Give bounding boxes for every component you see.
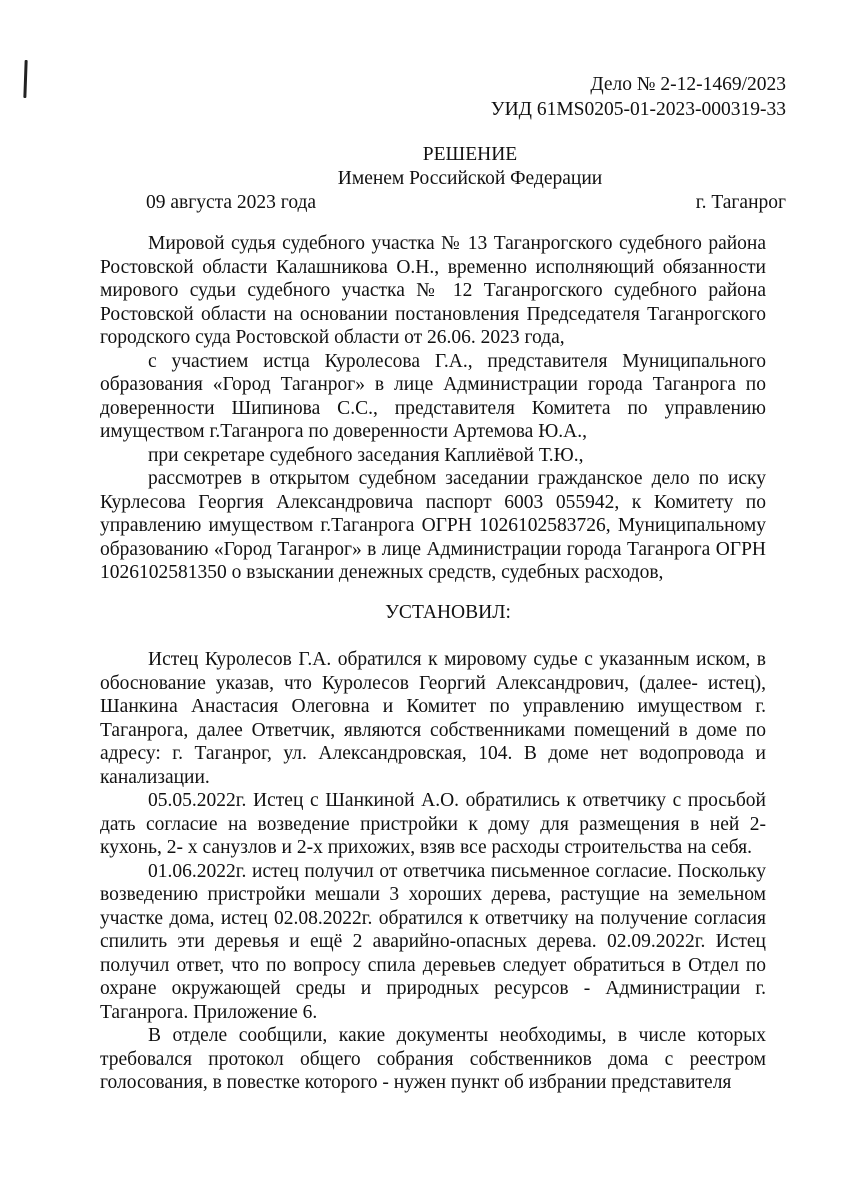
intro-paragraph: с участием истца Куролесова Г.А., представителя Муниципального образования «Город Таганрог» в лице Администрации города Таганрога по доверенности Шипинова С.С., представителя Комитета по управлению имуществом г.Таганрога по доверенности Артемова Ю.А., [100, 350, 766, 442]
body-paragraph: 05.05.2022г. Истец с Шанкиной А.О. обратились к ответчику с просьбой дать согласие на возведение пристройки к дому для размещения в ней 2-кухонь, 2- х санузлов и 2-х прихожих, взяв все расходы строительства на себя. [100, 790, 766, 858]
intro-paragraph: при секретаре судебного заседания Каплиёвой Т.Ю., [148, 444, 584, 466]
decision-date: 09 августа 2023 года [146, 192, 317, 213]
case-uid: УИД 61MS0205-01-2023-000319-33 [490, 99, 786, 120]
decision-city: г. Таганрог [695, 192, 786, 213]
body-paragraph: 01.06.2022г. истец получил от ответчика письменное согласие. Поскольку возведению пристройки мешали 3 хороших дерева, растущие на земельном участке дома, истец 02.08.2022г. обратился к ответчику на получение согласия спилить эти деревья и ещё 2 аварийно-опасных дерева. 02.09.2022г. Истец получил ответ, что по вопросу спила деревьев следует обратиться в Отдел по охране окружающей среды и природных ресурсов - Администрации г. Таганрога. Приложение 6. [100, 860, 766, 1023]
intro-section [100, 232, 766, 585]
case-number: Дело № 2-12-1469/2023 [590, 74, 786, 95]
body-paragraph: В отделе сообщили, какие документы необходимы, в числе которых требовался протокол общего собрания собственников дома с реестром голосования, в повестке которого - нужен пункт об избрании представителя [100, 1025, 766, 1093]
body-paragraph: Истец Куролесов Г.А. обратился к мировому судье с указанным иском, в обоснование указав, что Куролесов Георгий Александрович, (далее- истец), Шанкина Анастасия Олеговна и Комитет по управлению имуществом г. Таганрога, далее Ответчик, являются собственниками помещений в доме по адресу: г. Таганрог, ул. Александровская, 104. В доме нет водопровода и канализации. [100, 649, 766, 788]
intro-paragraph: Мировой судья судебного участка № 13 Таганрогского судебного района Ростовской области Калашникова О.Н., временно исполняющий обязанности мирового судьи судебного участка № 12 Таганрогского судебного района Ростовской области на основании постановления Председателя Таганрогского городского суда Ростовской области от 26.06. 2023 года, [100, 233, 766, 348]
intro-paragraph: рассмотрев в открытом судебном заседании гражданское дело по иску Курлесова Георгия Александровича паспорт 6003 055942, к Комитету по управлению имуществом г.Таганрога ОГРН 1026102583726, Муниципальному образованию «Город Таганрог» в лице Администрации города Таганрога ОГРН 1026102581350 о взыскании денежных средств, судебных расходов, [100, 468, 766, 583]
document-title: РЕШЕНИЕ [422, 144, 518, 165]
margin-mark [23, 60, 27, 98]
document-subtitle: Именем Российской Федерации [337, 168, 603, 189]
date-line [146, 190, 786, 215]
section-title: УСТАНОВИЛ: [385, 602, 511, 623]
case-header [491, 72, 786, 122]
established-section [100, 648, 766, 1095]
